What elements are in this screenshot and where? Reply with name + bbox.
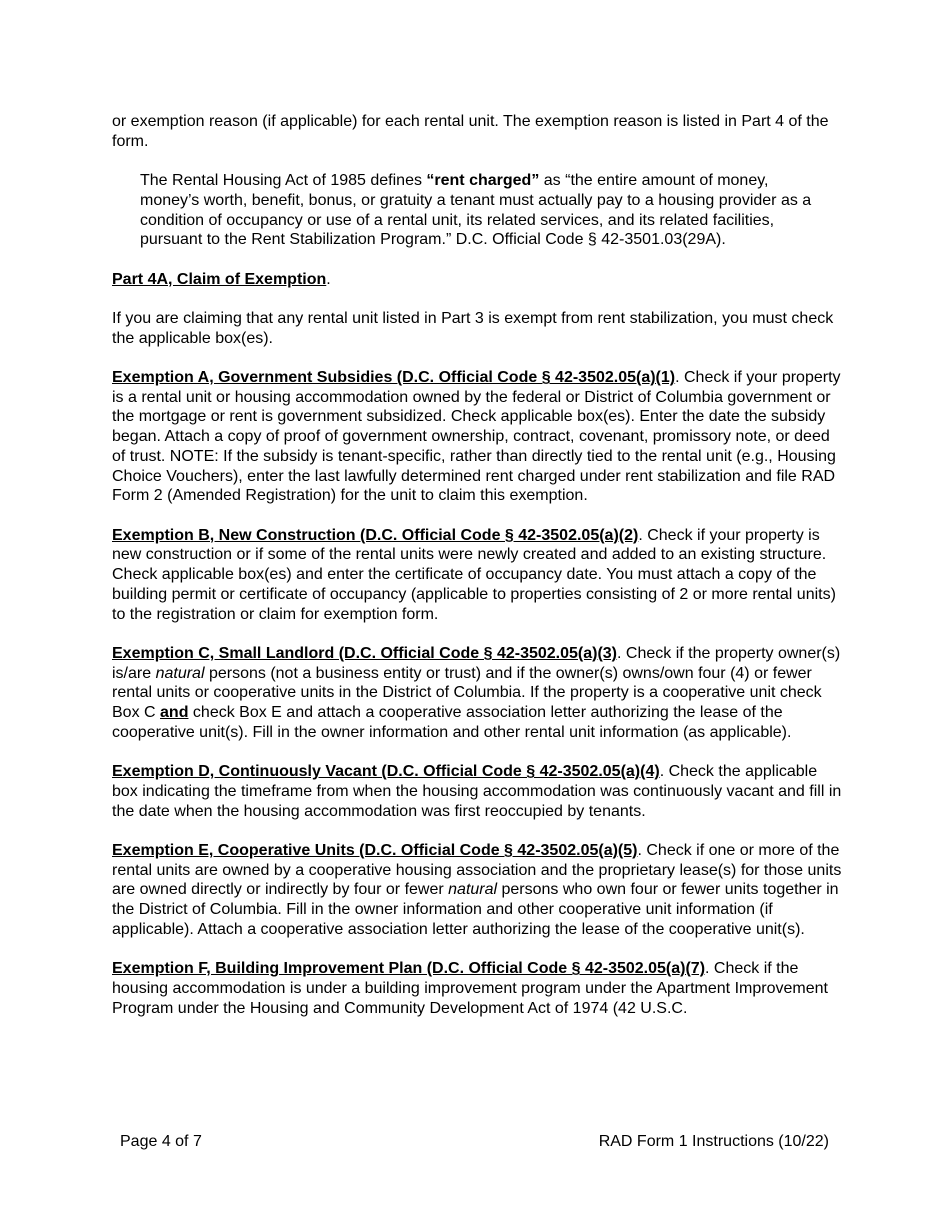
exemption-e-text-1: . Check if one or more of the rental units are owned by a cooperative housing association and the proprietary lease(s) for those units are owned directly or indirectly by four or fewer	[112, 841, 842, 899]
form-identifier: RAD Form 1 Instructions (10/22)	[598, 1133, 829, 1150]
definition-term: “rent charged”	[426, 172, 540, 190]
exemption-c-text-3: check Box E and attach a cooperative association letter authorizing the lease of the cooperative unit(s). Fill in the owner information and other rental unit information (as applicable).	[112, 704, 792, 741]
exemption-c-heading: Exemption C, Small Landlord (D.C. Official Code § 42-3502.05(a)(3)	[112, 644, 618, 662]
part4a-heading-line	[112, 270, 842, 290]
exemption-c-natural: natural	[155, 664, 205, 682]
definition-lead: The Rental Housing Act of 1985 defines	[140, 172, 427, 190]
exemption-a-heading: Exemption A, Government Subsidies (D.C. Official Code § 42-3502.05(a)(1)	[112, 369, 676, 387]
exemption-f-section	[112, 959, 842, 1018]
part4a-heading: Part 4A, Claim of Exemption	[112, 270, 327, 288]
definition-body: as “the entire amount of money, money’s worth, benefit, bonus, or gratuity a tenant must actually pay to a housing provider as a condition of occupancy or use of a rental unit, its related services, and its related facilities, pursuant to the Rent Stabilization Program.” D.C. Official Code § 42-3501.03(29A).	[140, 172, 812, 249]
exemption-d-heading: Exemption D, Continuously Vacant (D.C. Official Code § 42-3502.05(a)(4)	[112, 763, 660, 781]
part4a-paragraph: If you are claiming that any rental unit listed in Part 3 is exempt from rent stabilization, you must check the applicable box(es).	[112, 309, 834, 347]
exemption-c-text-1: . Check if the property owner(s) is/are	[112, 644, 841, 682]
exemption-c-and: and	[160, 704, 189, 721]
exemption-f-text: . Check if the housing accommodation is under a building improvement program under the Apartment Improvement Program under the Housing and Community Development Act of 1974 (42 U.S.C.	[112, 960, 828, 1017]
exemption-f-heading: Exemption F, Building Improvement Plan (D.C. Official Code § 42-3502.05(a)(7)	[112, 960, 706, 978]
intro-paragraph: or exemption reason (if applicable) for each rental unit. The exemption reason is listed in Part 4 of the form.	[112, 113, 829, 150]
exemption-a-text: . Check if your property is a rental unit or housing accommodation owned by the federal or District of Columbia government or the mortgage or rent is government subsidized. Check applicable box(es). Enter the date the subsidy began. Attach a copy of proof of government ownership, contract, covenant, promissory note, or deed of trust. NOTE: If the subsidy is tenant-specific, rather than directly tied to the rental unit (e.g., Housing Choice Vouchers), enter the last lawfully determined rent charged under rent stabilization and file RAD Form 2 (Amended Registration) for the unit to claim this exemption.	[112, 369, 841, 505]
exemption-e-text-2: persons who own four or fewer units together in the District of Columbia. Fill in the owner information and other cooperative unit information (if applicable). Attach a cooperative association letter authorizing the lease of the cooperative unit(s).	[112, 881, 839, 938]
exemption-b-heading: Exemption B, New Construction (D.C. Official Code § 42-3502.05(a)(2)	[112, 526, 639, 544]
page-body	[112, 112, 842, 1038]
part4a-heading-period: .	[326, 270, 331, 288]
exemption-d-section	[112, 762, 842, 821]
page-number: Page 4 of 7	[120, 1133, 202, 1150]
exemption-e-natural: natural	[448, 881, 498, 899]
exemption-c-section	[112, 644, 842, 743]
exemption-d-text: . Check the applicable box indicating the timeframe from when the housing accommodation was continuously vacant and fill in the date when the housing accommodation was first reoccupied by tenants.	[112, 763, 842, 820]
exemption-e-section	[112, 841, 842, 940]
exemption-a-section	[112, 368, 842, 506]
rent-charged-definition	[112, 171, 842, 250]
exemption-b-section	[112, 526, 842, 625]
exemption-c-text-2: persons (not a business entity or trust) and if the owner(s) owns/own four (4) or fewer rental units or cooperative units in the District of Columbia. If the property is a cooperative unit check Box C	[112, 664, 822, 721]
exemption-e-heading: Exemption E, Cooperative Units (D.C. Official Code § 42-3502.05(a)(5)	[112, 841, 638, 859]
exemption-b-text: . Check if your property is new construction or if some of the rental units were newly created and added to an existing structure. Check applicable box(es) and enter the certificate of occupancy date. You must attach a copy of the building permit or certificate of occupancy (applicable to properties consisting of 2 or more rental units) to the registration or claim for exemption form.	[112, 526, 836, 623]
